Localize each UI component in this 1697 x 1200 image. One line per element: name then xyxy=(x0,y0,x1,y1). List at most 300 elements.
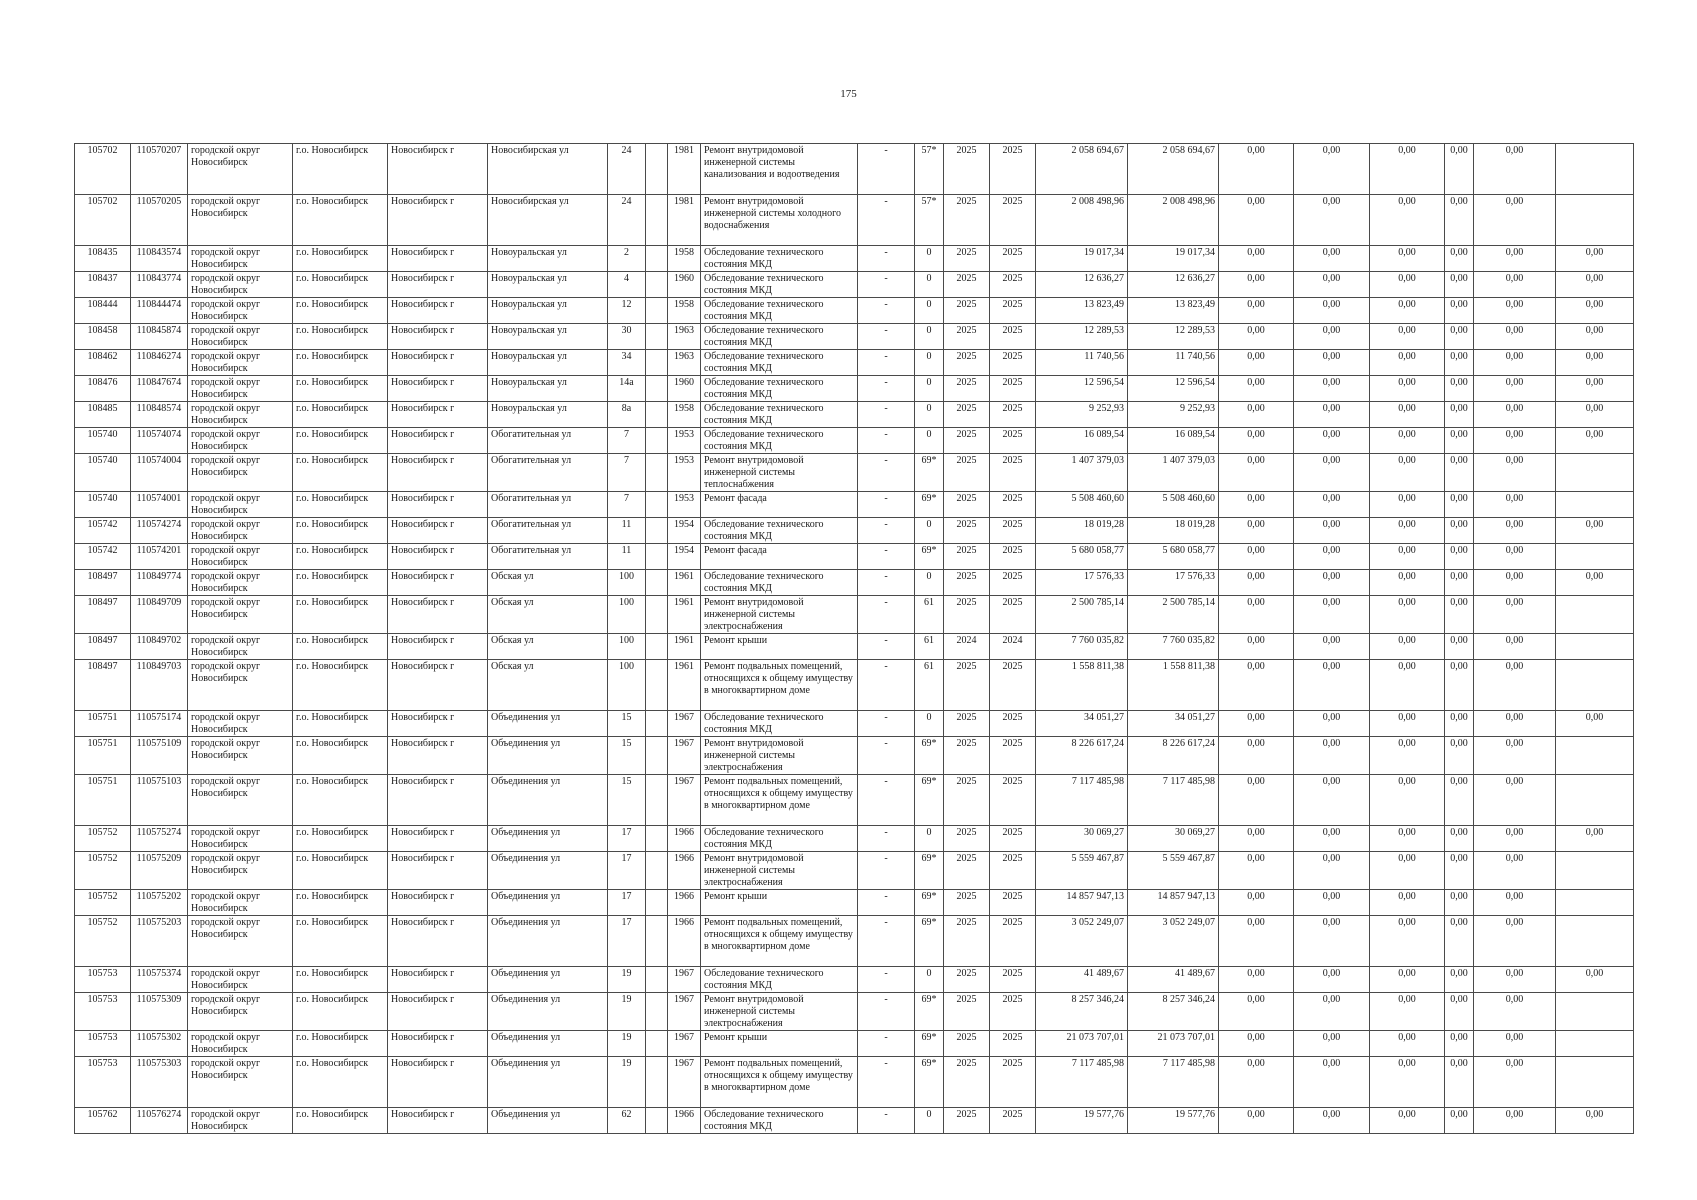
building-cell xyxy=(646,454,668,492)
wear-percent-cell: 57* xyxy=(915,195,944,246)
plan-year-start-cell: 2025 xyxy=(944,596,990,634)
wear-percent-cell: 69* xyxy=(915,1031,944,1057)
plan-year-end-cell: 2025 xyxy=(990,660,1036,711)
building-cell xyxy=(646,916,668,967)
street-cell: Объединения ул xyxy=(488,852,608,890)
house-id-cell: 108476 xyxy=(75,376,131,402)
building-cell xyxy=(646,195,668,246)
settlement-cell: Новосибирск г xyxy=(388,852,488,890)
municipality-cell: городской округ Новосибирск xyxy=(188,492,293,518)
table-row xyxy=(75,298,1634,324)
cost-owners-cell: 0,00 xyxy=(1370,993,1445,1031)
year-built-cell: 1960 xyxy=(668,272,701,298)
total-cost-cell: 7 760 035,82 xyxy=(1036,634,1128,660)
cost-owners-cell: 0,00 xyxy=(1370,298,1445,324)
year-built-cell: 1960 xyxy=(668,376,701,402)
table-row xyxy=(75,195,1634,246)
total-cost-cell: 1 558 811,38 xyxy=(1036,660,1128,711)
building-cell xyxy=(646,402,668,428)
work-id-cell: 110575309 xyxy=(131,993,188,1031)
district-cell: г.о. Новосибирск xyxy=(293,916,388,967)
building-cell xyxy=(646,544,668,570)
cost-federal-cell: 0,00 xyxy=(1219,967,1294,993)
cost-survey-cell: 0,00 xyxy=(1556,350,1634,376)
building-cell xyxy=(646,660,668,711)
district-cell: г.о. Новосибирск xyxy=(293,350,388,376)
plan-year-end-cell: 2025 xyxy=(990,1057,1036,1108)
building-cell xyxy=(646,1057,668,1108)
settlement-cell: Новосибирск г xyxy=(388,890,488,916)
building-cell xyxy=(646,272,668,298)
work-id-cell: 110576274 xyxy=(131,1108,188,1134)
cost-local-cell: 0,00 xyxy=(1294,350,1370,376)
district-cell: г.о. Новосибирск xyxy=(293,570,388,596)
year-built-cell: 1967 xyxy=(668,993,701,1031)
work-id-cell: 110849709 xyxy=(131,596,188,634)
cost-regional-cell: 14 857 947,13 xyxy=(1128,890,1219,916)
municipality-cell: городской округ Новосибирск xyxy=(188,737,293,775)
table-row xyxy=(75,376,1634,402)
plan-year-start-cell: 2025 xyxy=(944,967,990,993)
wear-percent-cell: 69* xyxy=(915,916,944,967)
cost-regional-cell: 12 596,54 xyxy=(1128,376,1219,402)
house-number-cell: 15 xyxy=(608,711,646,737)
work-type-cell: Обследование технического состояния МКД xyxy=(701,246,858,272)
dash-cell-cell: - xyxy=(858,852,915,890)
cost-extra-cell: 0,00 xyxy=(1474,596,1556,634)
cost-survey-cell: 0,00 xyxy=(1556,826,1634,852)
cost-other-cell: 0,00 xyxy=(1445,402,1474,428)
cost-extra-cell: 0,00 xyxy=(1474,272,1556,298)
cost-owners-cell: 0,00 xyxy=(1370,916,1445,967)
plan-year-start-cell: 2025 xyxy=(944,518,990,544)
cost-owners-cell: 0,00 xyxy=(1370,195,1445,246)
settlement-cell: Новосибирск г xyxy=(388,195,488,246)
cost-survey-cell xyxy=(1556,1031,1634,1057)
year-built-cell: 1963 xyxy=(668,324,701,350)
district-cell: г.о. Новосибирск xyxy=(293,1057,388,1108)
plan-year-start-cell: 2025 xyxy=(944,402,990,428)
cost-federal-cell: 0,00 xyxy=(1219,454,1294,492)
cost-extra-cell: 0,00 xyxy=(1474,852,1556,890)
street-cell: Новоуральская ул xyxy=(488,402,608,428)
plan-year-end-cell: 2025 xyxy=(990,518,1036,544)
house-id-cell: 108458 xyxy=(75,324,131,350)
district-cell: г.о. Новосибирск xyxy=(293,967,388,993)
cost-federal-cell: 0,00 xyxy=(1219,570,1294,596)
cost-owners-cell: 0,00 xyxy=(1370,376,1445,402)
cost-local-cell: 0,00 xyxy=(1294,272,1370,298)
work-id-cell: 110574004 xyxy=(131,454,188,492)
table-row xyxy=(75,993,1634,1031)
total-cost-cell: 5 680 058,77 xyxy=(1036,544,1128,570)
cost-owners-cell: 0,00 xyxy=(1370,967,1445,993)
settlement-cell: Новосибирск г xyxy=(388,492,488,518)
municipality-cell: городской округ Новосибирск xyxy=(188,570,293,596)
work-type-cell: Ремонт крыши xyxy=(701,890,858,916)
municipality-cell: городской округ Новосибирск xyxy=(188,324,293,350)
total-cost-cell: 1 407 379,03 xyxy=(1036,454,1128,492)
house-id-cell: 105752 xyxy=(75,852,131,890)
street-cell: Обогатительная ул xyxy=(488,544,608,570)
cost-federal-cell: 0,00 xyxy=(1219,195,1294,246)
cost-owners-cell: 0,00 xyxy=(1370,544,1445,570)
cost-survey-cell: 0,00 xyxy=(1556,402,1634,428)
cost-survey-cell xyxy=(1556,993,1634,1031)
total-cost-cell: 13 823,49 xyxy=(1036,298,1128,324)
wear-percent-cell: 61 xyxy=(915,596,944,634)
plan-year-start-cell: 2025 xyxy=(944,454,990,492)
street-cell: Новосибирская ул xyxy=(488,144,608,195)
cost-local-cell: 0,00 xyxy=(1294,195,1370,246)
plan-year-end-cell: 2025 xyxy=(990,272,1036,298)
work-id-cell: 110575274 xyxy=(131,826,188,852)
year-built-cell: 1967 xyxy=(668,775,701,826)
total-cost-cell: 12 289,53 xyxy=(1036,324,1128,350)
house-id-cell: 108497 xyxy=(75,634,131,660)
house-number-cell: 8а xyxy=(608,402,646,428)
work-type-cell: Ремонт внутридомовой инженерной системы электроснабжения xyxy=(701,993,858,1031)
street-cell: Новоуральская ул xyxy=(488,376,608,402)
cost-owners-cell: 0,00 xyxy=(1370,570,1445,596)
plan-year-end-cell: 2025 xyxy=(990,596,1036,634)
cost-regional-cell: 41 489,67 xyxy=(1128,967,1219,993)
cost-local-cell: 0,00 xyxy=(1294,570,1370,596)
cost-other-cell: 0,00 xyxy=(1445,967,1474,993)
settlement-cell: Новосибирск г xyxy=(388,993,488,1031)
cost-extra-cell: 0,00 xyxy=(1474,775,1556,826)
cost-owners-cell: 0,00 xyxy=(1370,1108,1445,1134)
municipality-cell: городской округ Новосибирск xyxy=(188,272,293,298)
settlement-cell: Новосибирск г xyxy=(388,518,488,544)
cost-local-cell: 0,00 xyxy=(1294,492,1370,518)
plan-year-end-cell: 2025 xyxy=(990,775,1036,826)
total-cost-cell: 19 017,34 xyxy=(1036,246,1128,272)
building-cell xyxy=(646,492,668,518)
wear-percent-cell: 61 xyxy=(915,634,944,660)
plan-year-start-cell: 2025 xyxy=(944,916,990,967)
work-type-cell: Ремонт подвальных помещений, относящихся к общему имуществу в многоквартирном доме xyxy=(701,775,858,826)
cost-other-cell: 0,00 xyxy=(1445,711,1474,737)
municipality-cell: городской округ Новосибирск xyxy=(188,428,293,454)
work-id-cell: 110574074 xyxy=(131,428,188,454)
house-id-cell: 105753 xyxy=(75,967,131,993)
house-id-cell: 105742 xyxy=(75,544,131,570)
house-number-cell: 15 xyxy=(608,737,646,775)
cost-owners-cell: 0,00 xyxy=(1370,1057,1445,1108)
cost-regional-cell: 7 117 485,98 xyxy=(1128,775,1219,826)
house-id-cell: 105702 xyxy=(75,195,131,246)
work-id-cell: 110846274 xyxy=(131,350,188,376)
cost-other-cell: 0,00 xyxy=(1445,826,1474,852)
cost-owners-cell: 0,00 xyxy=(1370,428,1445,454)
cost-federal-cell: 0,00 xyxy=(1219,775,1294,826)
total-cost-cell: 9 252,93 xyxy=(1036,402,1128,428)
district-cell: г.о. Новосибирск xyxy=(293,195,388,246)
house-id-cell: 105752 xyxy=(75,826,131,852)
wear-percent-cell: 69* xyxy=(915,775,944,826)
street-cell: Объединения ул xyxy=(488,1057,608,1108)
total-cost-cell: 18 019,28 xyxy=(1036,518,1128,544)
total-cost-cell: 19 577,76 xyxy=(1036,1108,1128,1134)
municipality-cell: городской округ Новосибирск xyxy=(188,890,293,916)
street-cell: Новоуральская ул xyxy=(488,350,608,376)
street-cell: Обская ул xyxy=(488,634,608,660)
cost-other-cell: 0,00 xyxy=(1445,1031,1474,1057)
cost-survey-cell xyxy=(1556,634,1634,660)
work-id-cell: 110845874 xyxy=(131,324,188,350)
municipality-cell: городской округ Новосибирск xyxy=(188,660,293,711)
cost-local-cell: 0,00 xyxy=(1294,711,1370,737)
cost-other-cell: 0,00 xyxy=(1445,634,1474,660)
work-type-cell: Ремонт внутридомовой инженерной системы электроснабжения xyxy=(701,737,858,775)
plan-year-end-cell: 2025 xyxy=(990,826,1036,852)
total-cost-cell: 12 636,27 xyxy=(1036,272,1128,298)
work-type-cell: Ремонт внутридомовой инженерной системы электроснабжения xyxy=(701,596,858,634)
settlement-cell: Новосибирск г xyxy=(388,272,488,298)
cost-federal-cell: 0,00 xyxy=(1219,350,1294,376)
house-number-cell: 15 xyxy=(608,775,646,826)
plan-year-start-cell: 2025 xyxy=(944,775,990,826)
house-number-cell: 11 xyxy=(608,544,646,570)
house-id-cell: 105751 xyxy=(75,737,131,775)
cost-other-cell: 0,00 xyxy=(1445,852,1474,890)
municipality-cell: городской округ Новосибирск xyxy=(188,144,293,195)
cost-local-cell: 0,00 xyxy=(1294,454,1370,492)
cost-extra-cell: 0,00 xyxy=(1474,737,1556,775)
cost-owners-cell: 0,00 xyxy=(1370,890,1445,916)
street-cell: Обогатительная ул xyxy=(488,428,608,454)
total-cost-cell: 5 508 460,60 xyxy=(1036,492,1128,518)
cost-local-cell: 0,00 xyxy=(1294,324,1370,350)
building-cell xyxy=(646,570,668,596)
cost-regional-cell: 7 117 485,98 xyxy=(1128,1057,1219,1108)
table-row xyxy=(75,144,1634,195)
dash-cell-cell: - xyxy=(858,737,915,775)
house-number-cell: 19 xyxy=(608,993,646,1031)
dash-cell-cell: - xyxy=(858,1057,915,1108)
cost-local-cell: 0,00 xyxy=(1294,428,1370,454)
cost-owners-cell: 0,00 xyxy=(1370,852,1445,890)
dash-cell-cell: - xyxy=(858,298,915,324)
street-cell: Объединения ул xyxy=(488,711,608,737)
municipality-cell: городской округ Новосибирск xyxy=(188,1108,293,1134)
plan-year-end-cell: 2024 xyxy=(990,634,1036,660)
wear-percent-cell: 0 xyxy=(915,967,944,993)
work-id-cell: 110575174 xyxy=(131,711,188,737)
table-row xyxy=(75,272,1634,298)
dash-cell-cell: - xyxy=(858,1031,915,1057)
cost-other-cell: 0,00 xyxy=(1445,144,1474,195)
cost-local-cell: 0,00 xyxy=(1294,1057,1370,1108)
cost-survey-cell xyxy=(1556,596,1634,634)
house-number-cell: 14а xyxy=(608,376,646,402)
building-cell xyxy=(646,144,668,195)
plan-year-end-cell: 2025 xyxy=(990,492,1036,518)
year-built-cell: 1966 xyxy=(668,890,701,916)
house-id-cell: 108437 xyxy=(75,272,131,298)
work-type-cell: Ремонт подвальных помещений, относящихся к общему имуществу в многоквартирном доме xyxy=(701,916,858,967)
cost-extra-cell: 0,00 xyxy=(1474,1031,1556,1057)
cost-extra-cell: 0,00 xyxy=(1474,660,1556,711)
cost-owners-cell: 0,00 xyxy=(1370,402,1445,428)
cost-regional-cell: 18 019,28 xyxy=(1128,518,1219,544)
cost-regional-cell: 34 051,27 xyxy=(1128,711,1219,737)
house-number-cell: 100 xyxy=(608,570,646,596)
house-number-cell: 4 xyxy=(608,272,646,298)
cost-local-cell: 0,00 xyxy=(1294,826,1370,852)
house-id-cell: 105752 xyxy=(75,890,131,916)
cost-regional-cell: 12 289,53 xyxy=(1128,324,1219,350)
total-cost-cell: 30 069,27 xyxy=(1036,826,1128,852)
cost-owners-cell: 0,00 xyxy=(1370,1031,1445,1057)
building-cell xyxy=(646,518,668,544)
cost-federal-cell: 0,00 xyxy=(1219,272,1294,298)
district-cell: г.о. Новосибирск xyxy=(293,402,388,428)
settlement-cell: Новосибирск г xyxy=(388,298,488,324)
cost-regional-cell: 3 052 249,07 xyxy=(1128,916,1219,967)
cost-survey-cell xyxy=(1556,737,1634,775)
house-id-cell: 108435 xyxy=(75,246,131,272)
work-type-cell: Обследование технического состояния МКД xyxy=(701,570,858,596)
cost-regional-cell: 13 823,49 xyxy=(1128,298,1219,324)
house-id-cell: 105740 xyxy=(75,428,131,454)
house-number-cell: 7 xyxy=(608,454,646,492)
building-cell xyxy=(646,324,668,350)
building-cell xyxy=(646,852,668,890)
street-cell: Объединения ул xyxy=(488,967,608,993)
cost-extra-cell: 0,00 xyxy=(1474,967,1556,993)
street-cell: Новоуральская ул xyxy=(488,246,608,272)
plan-year-end-cell: 2025 xyxy=(990,246,1036,272)
street-cell: Новоуральская ул xyxy=(488,298,608,324)
cost-local-cell: 0,00 xyxy=(1294,246,1370,272)
wear-percent-cell: 0 xyxy=(915,402,944,428)
plan-year-start-cell: 2025 xyxy=(944,890,990,916)
cost-owners-cell: 0,00 xyxy=(1370,324,1445,350)
cost-regional-cell: 21 073 707,01 xyxy=(1128,1031,1219,1057)
table-row xyxy=(75,1057,1634,1108)
total-cost-cell: 16 089,54 xyxy=(1036,428,1128,454)
district-cell: г.о. Новосибирск xyxy=(293,544,388,570)
house-number-cell: 30 xyxy=(608,324,646,350)
cost-local-cell: 0,00 xyxy=(1294,634,1370,660)
cost-local-cell: 0,00 xyxy=(1294,376,1370,402)
cost-owners-cell: 0,00 xyxy=(1370,634,1445,660)
house-id-cell: 108497 xyxy=(75,570,131,596)
dash-cell-cell: - xyxy=(858,246,915,272)
work-id-cell: 110848574 xyxy=(131,402,188,428)
work-id-cell: 110575203 xyxy=(131,916,188,967)
total-cost-cell: 2 058 694,67 xyxy=(1036,144,1128,195)
building-cell xyxy=(646,775,668,826)
wear-percent-cell: 69* xyxy=(915,852,944,890)
year-built-cell: 1953 xyxy=(668,492,701,518)
cost-federal-cell: 0,00 xyxy=(1219,298,1294,324)
year-built-cell: 1963 xyxy=(668,350,701,376)
street-cell: Обская ул xyxy=(488,570,608,596)
work-type-cell: Обследование технического состояния МКД xyxy=(701,711,858,737)
district-cell: г.о. Новосибирск xyxy=(293,711,388,737)
work-type-cell: Обследование технического состояния МКД xyxy=(701,967,858,993)
cost-other-cell: 0,00 xyxy=(1445,1108,1474,1134)
table-row xyxy=(75,350,1634,376)
cost-federal-cell: 0,00 xyxy=(1219,737,1294,775)
street-cell: Объединения ул xyxy=(488,775,608,826)
cost-regional-cell: 9 252,93 xyxy=(1128,402,1219,428)
work-type-cell: Обследование технического состояния МКД xyxy=(701,1108,858,1134)
cost-survey-cell: 0,00 xyxy=(1556,298,1634,324)
house-id-cell: 105753 xyxy=(75,993,131,1031)
district-cell: г.о. Новосибирск xyxy=(293,428,388,454)
cost-survey-cell: 0,00 xyxy=(1556,324,1634,350)
cost-extra-cell: 0,00 xyxy=(1474,492,1556,518)
municipality-cell: городской округ Новосибирск xyxy=(188,195,293,246)
cost-other-cell: 0,00 xyxy=(1445,428,1474,454)
cost-survey-cell: 0,00 xyxy=(1556,570,1634,596)
total-cost-cell: 14 857 947,13 xyxy=(1036,890,1128,916)
cost-owners-cell: 0,00 xyxy=(1370,775,1445,826)
plan-year-end-cell: 2025 xyxy=(990,298,1036,324)
cost-extra-cell: 0,00 xyxy=(1474,634,1556,660)
table-row xyxy=(75,916,1634,967)
plan-year-end-cell: 2025 xyxy=(990,916,1036,967)
cost-regional-cell: 16 089,54 xyxy=(1128,428,1219,454)
total-cost-cell: 41 489,67 xyxy=(1036,967,1128,993)
plan-year-start-cell: 2024 xyxy=(944,634,990,660)
cost-survey-cell xyxy=(1556,852,1634,890)
year-built-cell: 1958 xyxy=(668,402,701,428)
year-built-cell: 1981 xyxy=(668,144,701,195)
cost-federal-cell: 0,00 xyxy=(1219,246,1294,272)
table-row xyxy=(75,737,1634,775)
cost-other-cell: 0,00 xyxy=(1445,376,1474,402)
wear-percent-cell: 0 xyxy=(915,298,944,324)
year-built-cell: 1981 xyxy=(668,195,701,246)
cost-federal-cell: 0,00 xyxy=(1219,518,1294,544)
table-row xyxy=(75,1108,1634,1134)
dash-cell-cell: - xyxy=(858,492,915,518)
building-cell xyxy=(646,737,668,775)
street-cell: Обская ул xyxy=(488,660,608,711)
plan-year-start-cell: 2025 xyxy=(944,570,990,596)
wear-percent-cell: 0 xyxy=(915,246,944,272)
cost-federal-cell: 0,00 xyxy=(1219,916,1294,967)
year-built-cell: 1966 xyxy=(668,826,701,852)
wear-percent-cell: 0 xyxy=(915,826,944,852)
plan-year-end-cell: 2025 xyxy=(990,711,1036,737)
total-cost-cell: 8 226 617,24 xyxy=(1036,737,1128,775)
year-built-cell: 1953 xyxy=(668,428,701,454)
house-id-cell: 105752 xyxy=(75,916,131,967)
cost-regional-cell: 30 069,27 xyxy=(1128,826,1219,852)
building-cell xyxy=(646,826,668,852)
building-cell xyxy=(646,298,668,324)
district-cell: г.о. Новосибирск xyxy=(293,492,388,518)
house-number-cell: 7 xyxy=(608,428,646,454)
dash-cell-cell: - xyxy=(858,993,915,1031)
work-type-cell: Обследование технического состояния МКД xyxy=(701,402,858,428)
cost-owners-cell: 0,00 xyxy=(1370,660,1445,711)
year-built-cell: 1961 xyxy=(668,596,701,634)
dash-cell-cell: - xyxy=(858,570,915,596)
year-built-cell: 1966 xyxy=(668,852,701,890)
district-cell: г.о. Новосибирск xyxy=(293,634,388,660)
plan-year-end-cell: 2025 xyxy=(990,737,1036,775)
total-cost-cell: 17 576,33 xyxy=(1036,570,1128,596)
house-number-cell: 2 xyxy=(608,246,646,272)
work-type-cell: Обследование технического состояния МКД xyxy=(701,428,858,454)
